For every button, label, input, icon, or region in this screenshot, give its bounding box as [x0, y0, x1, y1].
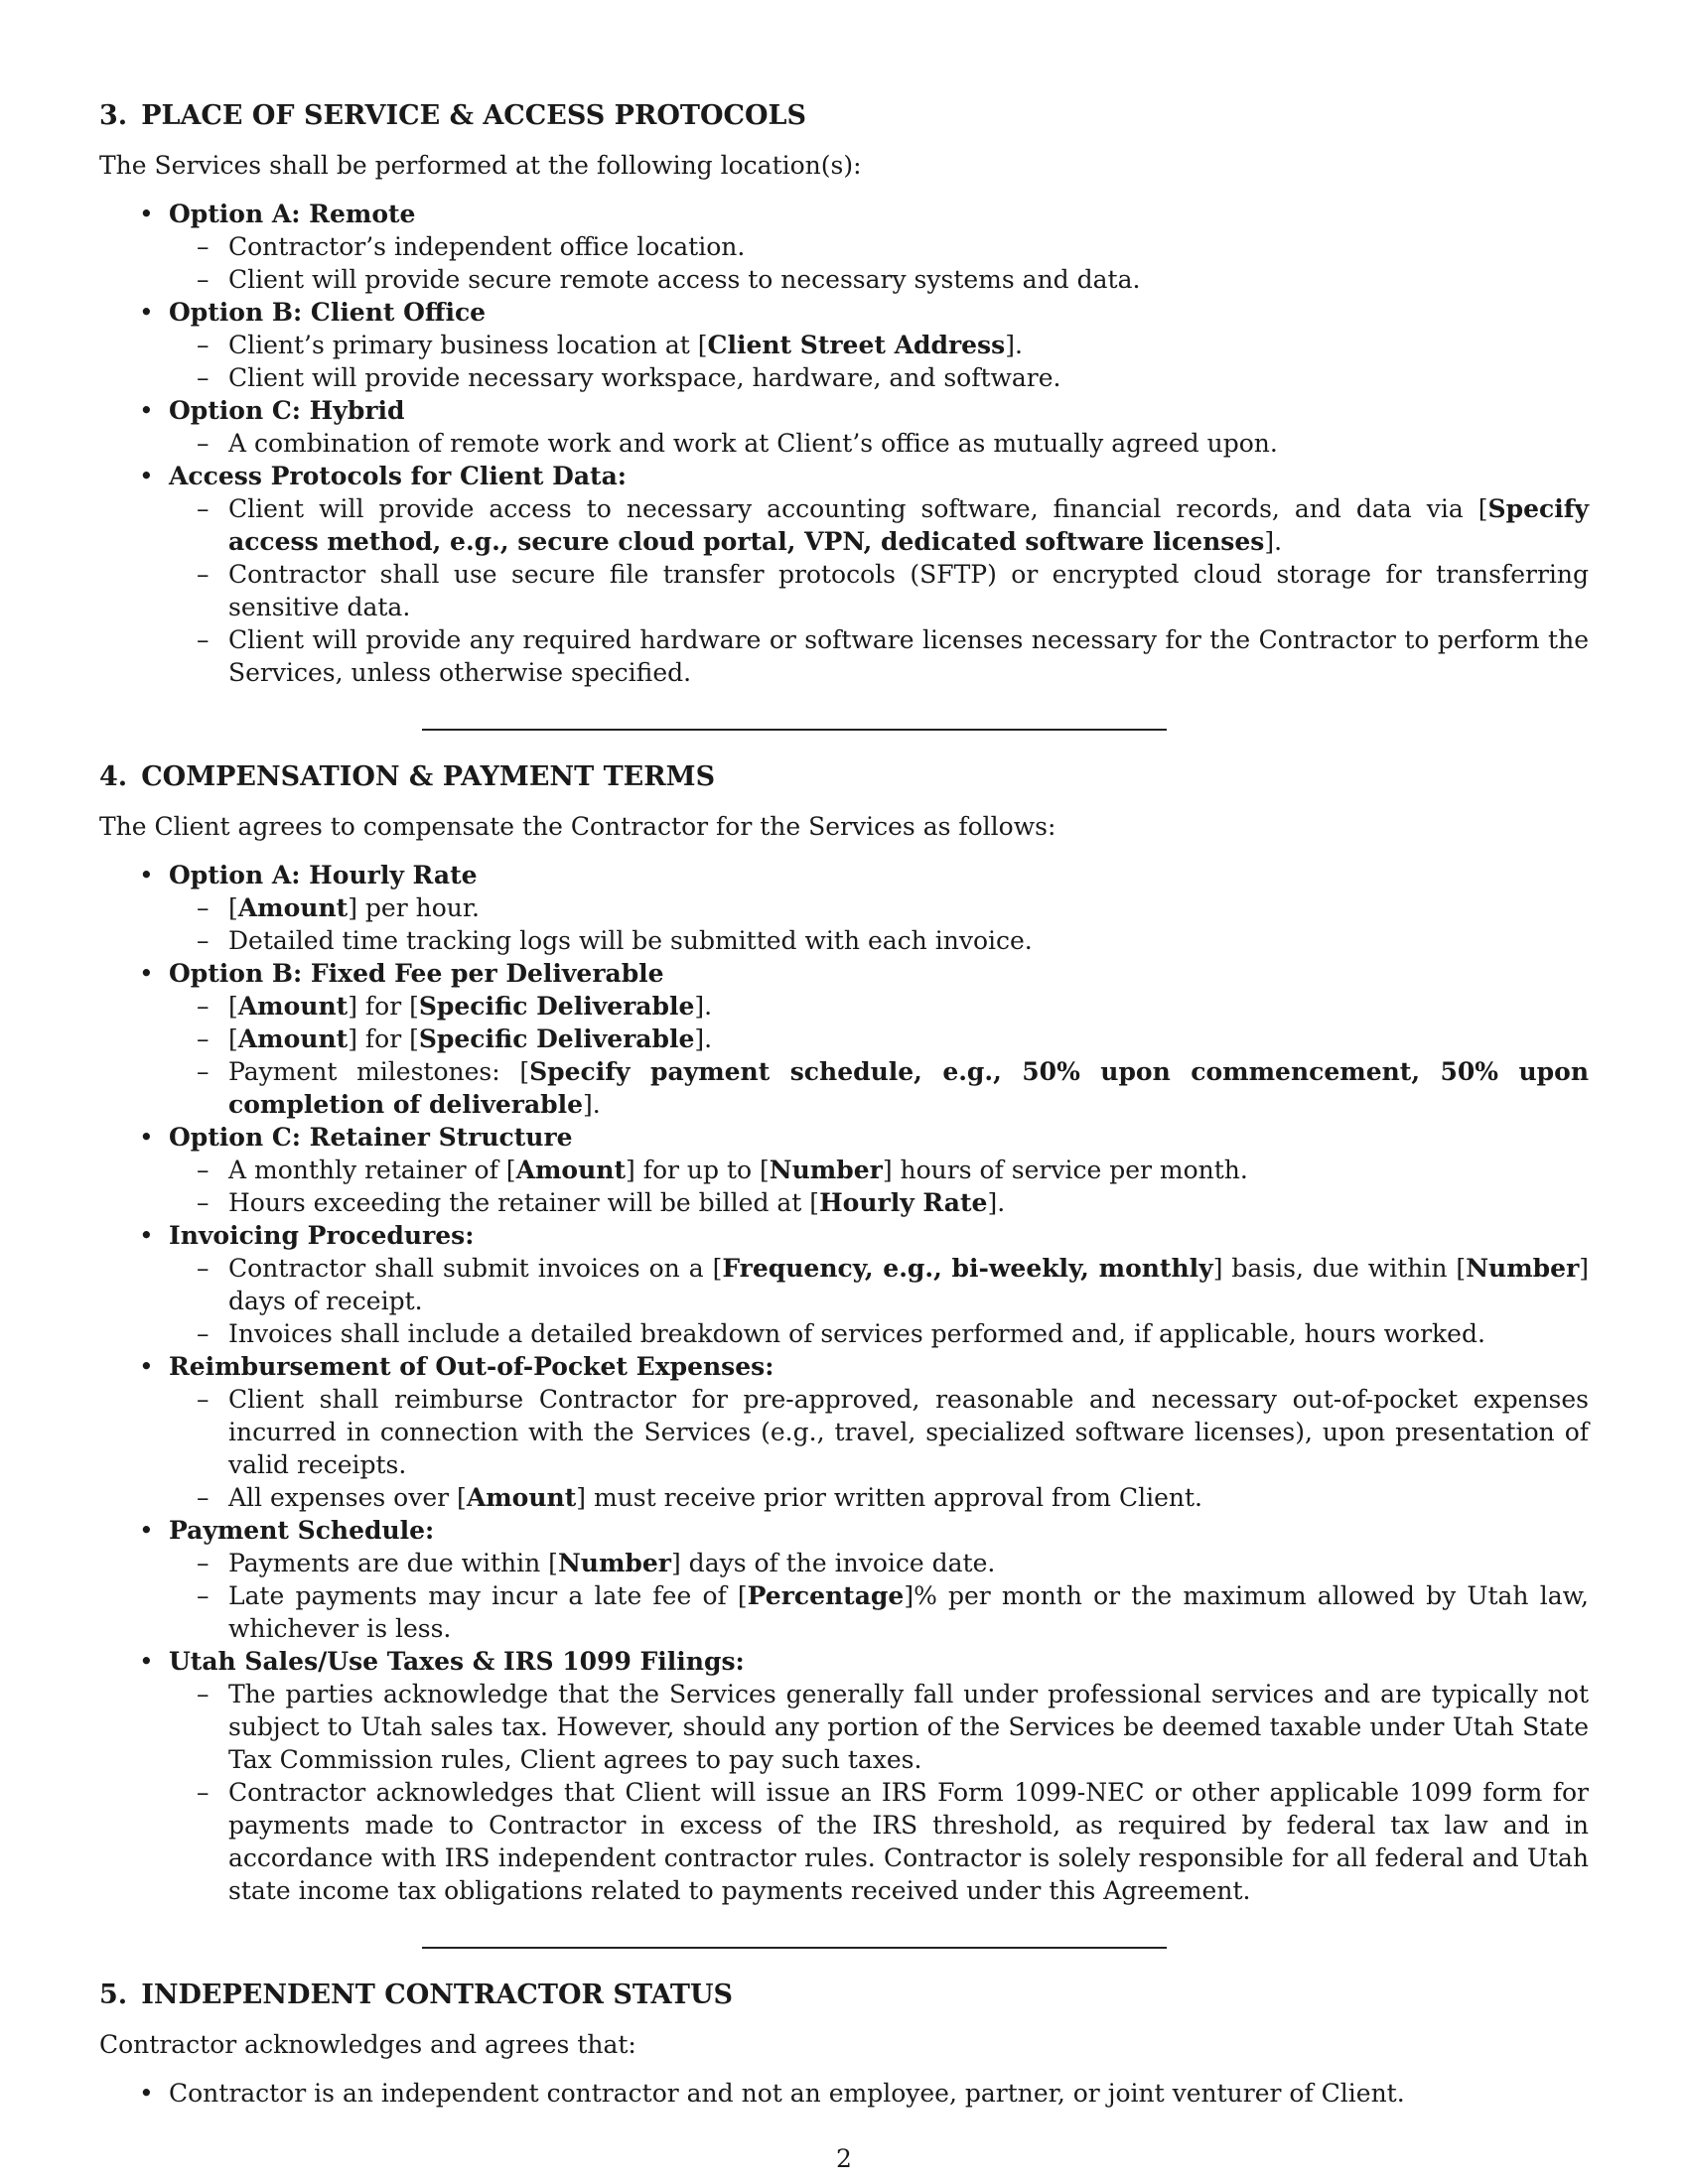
- sub-item: – A combination of remote work and work at Client’s office as mutually agreed upon.: [169, 427, 1589, 460]
- section-4-heading: [99, 760, 1589, 794]
- section-5-title: INDEPENDENT CONTRACTOR STATUS: [141, 1979, 734, 2010]
- sub-item: – Client will provide necessary workspace, hardware, and software.: [169, 361, 1589, 394]
- list-item: [99, 1645, 1589, 1907]
- list-item: [99, 296, 1589, 394]
- sub-item: – Invoices shall include a detailed breakdown of services performed and, if applicable, hours worked.: [169, 1317, 1589, 1350]
- section-5-number: 5.: [99, 1979, 128, 2010]
- list-item: [99, 1121, 1589, 1219]
- section-divider: [422, 729, 1167, 731]
- sub-item: – Client will provide secure remote access to necessary systems and data.: [169, 263, 1589, 296]
- section-4-intro: The Client agrees to compensate the Contractor for the Services as follows:: [99, 812, 1056, 841]
- sub-item: – Hours exceeding the retainer will be billed at [Hourly Rate].: [169, 1186, 1589, 1219]
- option-title: Option B: Client Office: [169, 298, 487, 327]
- section-divider: [422, 1947, 1167, 1949]
- sub-item: – Contractor shall use secure file transfer protocols (SFTP) or encrypted cloud storage for transferring sensitive data.: [169, 558, 1589, 623]
- section-3-heading: [99, 99, 1589, 133]
- sub-item: – Detailed time tracking logs will be submitted with each invoice.: [169, 924, 1589, 957]
- section-5-heading: [99, 1979, 1589, 2012]
- list-item: [99, 198, 1589, 296]
- list-item: [99, 859, 1589, 957]
- section-5-intro: Contractor acknowledges and agrees that:: [99, 2030, 636, 2059]
- sub-item: – [Amount] for [Specific Deliverable].: [169, 990, 1589, 1023]
- option-title: Access Protocols for Client Data:: [169, 462, 628, 490]
- section-3-intro: The Services shall be performed at the following location(s):: [99, 151, 862, 180]
- list-item: [99, 460, 1589, 689]
- option-title: Option C: Retainer Structure: [169, 1123, 573, 1152]
- section-3-title: PLACE OF SERVICE & ACCESS PROTOCOLS: [141, 100, 807, 131]
- sub-item: – [Amount] for [Specific Deliverable].: [169, 1023, 1589, 1055]
- sub-item: – [Amount] per hour.: [169, 891, 1589, 924]
- option-title: Option B: Fixed Fee per Deliverable: [169, 959, 664, 988]
- sub-item: – The parties acknowledge that the Services generally fall under professional services and are typically not subject to Utah sales tax. However, should any portion of the Services be deemed taxable under Utah State Tax Commission rules, Client agrees to pay such taxes.: [169, 1678, 1589, 1776]
- list-item: [99, 1514, 1589, 1645]
- option-title: Option C: Hybrid: [169, 396, 405, 425]
- section-4-number: 4.: [99, 761, 128, 792]
- sub-item: – Contractor shall submit invoices on a [Frequency, e.g., bi-weekly, monthly] basis, due within [Number] days of receipt.: [169, 1252, 1589, 1317]
- document-page: [99, 99, 1589, 2110]
- sub-item: – Contractor’s independent office location.: [169, 230, 1589, 263]
- option-title: Reimbursement of Out-of-Pocket Expenses:: [169, 1352, 774, 1381]
- list-item: [99, 957, 1589, 1121]
- sub-item: – Client’s primary business location at [Client Street Address].: [169, 329, 1589, 361]
- list-item: • Contractor is an independent contractor and not an employee, partner, or joint venturer of Client.: [99, 2077, 1589, 2110]
- option-title: Utah Sales/Use Taxes & IRS 1099 Filings:: [169, 1647, 745, 1676]
- option-title: Option A: Hourly Rate: [169, 861, 478, 889]
- sub-item: – Client shall reimburse Contractor for pre-approved, reasonable and necessary out-of-pocket expenses incurred in connection with the Services (e.g., travel, specialized software licenses), upon presentation of valid receipts.: [169, 1383, 1589, 1481]
- option-title: Invoicing Procedures:: [169, 1221, 475, 1250]
- list-item: [99, 1219, 1589, 1350]
- sub-item: – Client will provide any required hardware or software licenses necessary for the Contractor to perform the Services, unless otherwise specified.: [169, 623, 1589, 689]
- sub-item: – A monthly retainer of [Amount] for up to [Number] hours of service per month.: [169, 1154, 1589, 1186]
- list-item: [99, 394, 1589, 460]
- sub-item: – Client will provide access to necessary accounting software, financial records, and data via [Specify access method, e.g., secure cloud portal, VPN, dedicated software licenses].: [169, 492, 1589, 558]
- section-5-list: [99, 2077, 1589, 2110]
- list-item: [99, 1350, 1589, 1514]
- sub-item: – All expenses over [Amount] must receive prior written approval from Client.: [169, 1481, 1589, 1514]
- sub-item: – Late payments may incur a late fee of [Percentage]% per month or the maximum allowed by Utah law, whichever is less.: [169, 1579, 1589, 1645]
- option-title: Option A: Remote: [169, 200, 416, 228]
- sub-item: – Payments are due within [Number] days of the invoice date.: [169, 1547, 1589, 1579]
- section-4-title: COMPENSATION & PAYMENT TERMS: [141, 761, 716, 792]
- sub-item: – Payment milestones: [Specify payment schedule, e.g., 50% upon commencement, 50% upon completion of deliverable].: [169, 1055, 1589, 1121]
- section-3-list: [99, 198, 1589, 689]
- page-number: 2: [836, 2144, 852, 2173]
- section-3-number: 3.: [99, 100, 128, 131]
- section-4-list: [99, 859, 1589, 1907]
- option-title: Payment Schedule:: [169, 1516, 435, 1545]
- sub-item: – Contractor acknowledges that Client will issue an IRS Form 1099-NEC or other applicable 1099 form for payments made to Contractor in excess of the IRS threshold, as required by federal tax law and in accordance with IRS independent contractor rules. Contractor is solely responsible for all federal and Utah state income tax obligations related to payments received under this Agreement.: [169, 1776, 1589, 1907]
